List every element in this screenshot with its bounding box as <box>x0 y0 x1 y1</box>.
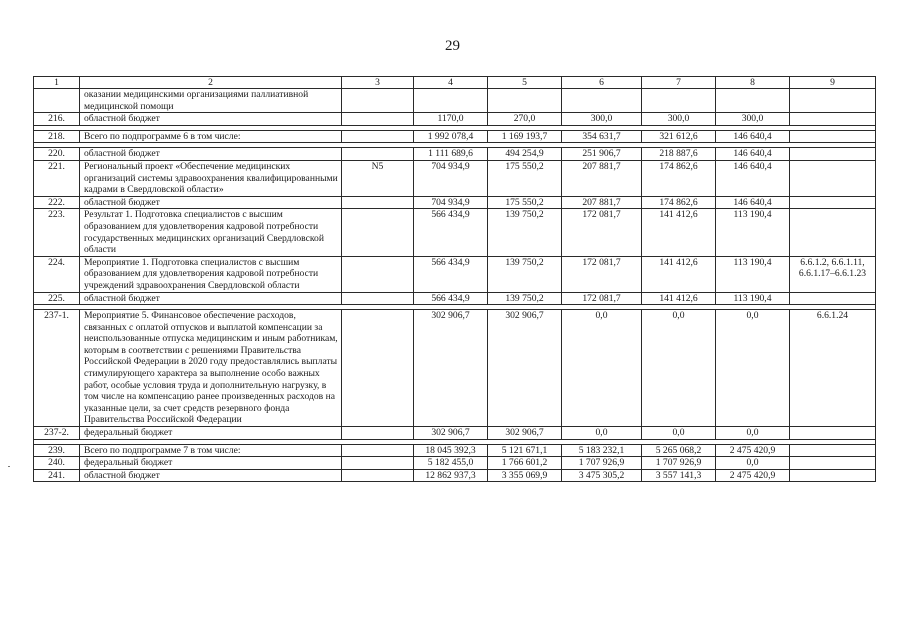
row-year-2-cell: 207 881,7 <box>562 160 642 196</box>
table-row <box>34 160 876 196</box>
row-year-1-cell: 1 169 193,7 <box>488 130 562 143</box>
budget-table-body <box>34 77 876 482</box>
row-year-3-cell: 174 862,6 <box>642 196 716 209</box>
row-name-cell: Региональный проект «Обеспечение медицинских организаций системы здравоохранения квалифицированными кадрами в Свердловской области» <box>80 160 342 196</box>
row-code-cell <box>342 89 414 113</box>
row-year-2-cell: 172 081,7 <box>562 292 642 305</box>
row-year-3-cell: 141 412,6 <box>642 256 716 292</box>
row-year-1-cell <box>488 89 562 113</box>
row-year-2-cell: 300,0 <box>562 113 642 126</box>
row-code-cell <box>342 427 414 440</box>
row-name-cell: Мероприятие 1. Подготовка специалистов с высшим образованием для удовлетворения кадровой потребности учреждений здравоохранения Свердловской области <box>80 256 342 292</box>
row-year-4-cell: 146 640,4 <box>716 196 790 209</box>
row-number-cell: 216. <box>34 113 80 126</box>
row-year-4-cell: 2 475 420,9 <box>716 444 790 457</box>
row-year-3-cell: 3 557 141,3 <box>642 469 716 482</box>
row-year-1-cell: 139 750,2 <box>488 292 562 305</box>
row-year-1-cell: 494 254,9 <box>488 148 562 161</box>
row-year-1-cell: 3 355 069,9 <box>488 469 562 482</box>
row-number-cell: 223. <box>34 209 80 256</box>
column-header-5: 5 <box>488 77 562 89</box>
row-number-cell: 237-1. <box>34 310 80 427</box>
row-target-cell <box>790 292 876 305</box>
row-year-3-cell <box>642 89 716 113</box>
row-year-2-cell: 5 183 232,1 <box>562 444 642 457</box>
row-year-2-cell: 354 631,7 <box>562 130 642 143</box>
row-number-cell: 225. <box>34 292 80 305</box>
row-target-cell <box>790 160 876 196</box>
row-year-1-cell: 270,0 <box>488 113 562 126</box>
row-total-cell: 566 434,9 <box>414 256 488 292</box>
row-name-cell: областной бюджет <box>80 469 342 482</box>
row-code-cell <box>342 209 414 256</box>
row-name-cell: Результат 1. Подготовка специалистов с высшим образованием для удовлетворения кадровой потребности государственных медицинских организаций Свердловской области <box>80 209 342 256</box>
row-year-1-cell: 139 750,2 <box>488 209 562 256</box>
row-total-cell: 1 992 078,4 <box>414 130 488 143</box>
row-year-4-cell: 146 640,4 <box>716 130 790 143</box>
table-row <box>34 113 876 126</box>
row-year-2-cell: 172 081,7 <box>562 256 642 292</box>
row-total-cell <box>414 89 488 113</box>
row-code-cell <box>342 444 414 457</box>
table-row <box>34 130 876 143</box>
row-year-2-cell: 251 906,7 <box>562 148 642 161</box>
row-year-2-cell: 3 475 305,2 <box>562 469 642 482</box>
row-year-3-cell: 300,0 <box>642 113 716 126</box>
row-code-cell <box>342 469 414 482</box>
table-row <box>34 89 876 113</box>
row-target-cell <box>790 427 876 440</box>
row-year-3-cell: 321 612,6 <box>642 130 716 143</box>
row-number-cell: 221. <box>34 160 80 196</box>
column-header-8: 8 <box>716 77 790 89</box>
row-number-cell: 220. <box>34 148 80 161</box>
row-total-cell: 1 111 689,6 <box>414 148 488 161</box>
table-row <box>34 469 876 482</box>
table-header-row <box>34 77 876 89</box>
table-row <box>34 310 876 427</box>
row-total-cell: 5 182 455,0 <box>414 457 488 470</box>
row-name-cell: областной бюджет <box>80 113 342 126</box>
row-year-4-cell: 0,0 <box>716 310 790 427</box>
row-total-cell: 1170,0 <box>414 113 488 126</box>
column-header-6: 6 <box>562 77 642 89</box>
column-header-4: 4 <box>414 77 488 89</box>
row-year-3-cell: 141 412,6 <box>642 209 716 256</box>
row-code-cell <box>342 148 414 161</box>
row-year-1-cell: 302 906,7 <box>488 427 562 440</box>
row-name-cell: Мероприятие 5. Финансовое обеспечение расходов, связанных с оплатой отпусков и выплатой компенсации за неиспользованные отпуска медицинским и иным работникам, которым в соответствии с решениями Правительства Российской Федерации в 2020 году предоставлялись выплаты стимулирующего характера за выполнение особо важных работ, особые условия труда и дополнительную нагрузку, в том числе на компенсацию ранее произведенных расходов на указанные цели, за счет средств резервного фонда Правительства Российской Федерации <box>80 310 342 427</box>
row-year-4-cell: 300,0 <box>716 113 790 126</box>
table-row <box>34 444 876 457</box>
row-name-cell: областной бюджет <box>80 148 342 161</box>
row-total-cell: 704 934,9 <box>414 196 488 209</box>
page-number: 29 <box>445 38 460 54</box>
table-row <box>34 292 876 305</box>
row-name-cell: Всего по подпрограмме 7 в том числе: <box>80 444 342 457</box>
row-year-2-cell: 0,0 <box>562 427 642 440</box>
table-row <box>34 427 876 440</box>
row-year-2-cell: 172 081,7 <box>562 209 642 256</box>
row-year-1-cell: 302 906,7 <box>488 310 562 427</box>
row-target-cell <box>790 130 876 143</box>
row-target-cell <box>790 113 876 126</box>
row-year-3-cell: 5 265 068,2 <box>642 444 716 457</box>
row-year-4-cell <box>716 89 790 113</box>
row-year-3-cell: 218 887,6 <box>642 148 716 161</box>
row-target-cell <box>790 196 876 209</box>
row-name-cell: оказании медицинскими организациями паллиативной медицинской помощи <box>80 89 342 113</box>
row-code-cell <box>342 196 414 209</box>
row-total-cell: 566 434,9 <box>414 292 488 305</box>
row-year-3-cell: 0,0 <box>642 310 716 427</box>
margin-mark <box>8 466 10 467</box>
row-total-cell: 18 045 392,3 <box>414 444 488 457</box>
table-row <box>34 209 876 256</box>
row-year-3-cell: 141 412,6 <box>642 292 716 305</box>
row-year-3-cell: 0,0 <box>642 427 716 440</box>
row-code-cell <box>342 256 414 292</box>
row-year-1-cell: 139 750,2 <box>488 256 562 292</box>
row-year-4-cell: 0,0 <box>716 427 790 440</box>
row-year-3-cell: 174 862,6 <box>642 160 716 196</box>
row-target-cell <box>790 89 876 113</box>
row-year-4-cell: 113 190,4 <box>716 292 790 305</box>
row-year-4-cell: 146 640,4 <box>716 148 790 161</box>
row-total-cell: 302 906,7 <box>414 427 488 440</box>
row-target-cell: 6.6.1.24 <box>790 310 876 427</box>
row-code-cell <box>342 457 414 470</box>
row-number-cell <box>34 89 80 113</box>
row-target-cell <box>790 444 876 457</box>
column-header-3: 3 <box>342 77 414 89</box>
row-name-cell: федеральный бюджет <box>80 427 342 440</box>
row-code-cell <box>342 310 414 427</box>
column-header-9: 9 <box>790 77 876 89</box>
budget-table <box>33 76 876 482</box>
table-row <box>34 256 876 292</box>
row-year-2-cell <box>562 89 642 113</box>
row-year-4-cell: 146 640,4 <box>716 160 790 196</box>
row-year-1-cell: 5 121 671,1 <box>488 444 562 457</box>
table-row <box>34 148 876 161</box>
row-code-cell <box>342 292 414 305</box>
row-target-cell <box>790 457 876 470</box>
row-code-cell: N5 <box>342 160 414 196</box>
row-year-4-cell: 113 190,4 <box>716 209 790 256</box>
table-row <box>34 457 876 470</box>
row-year-2-cell: 0,0 <box>562 310 642 427</box>
column-header-1: 1 <box>34 77 80 89</box>
row-total-cell: 12 862 937,3 <box>414 469 488 482</box>
row-total-cell: 566 434,9 <box>414 209 488 256</box>
row-year-4-cell: 0,0 <box>716 457 790 470</box>
row-total-cell: 704 934,9 <box>414 160 488 196</box>
row-year-4-cell: 113 190,4 <box>716 256 790 292</box>
row-name-cell: областной бюджет <box>80 292 342 305</box>
row-year-4-cell: 2 475 420,9 <box>716 469 790 482</box>
row-target-cell <box>790 209 876 256</box>
row-code-cell <box>342 113 414 126</box>
row-year-1-cell: 1 766 601,2 <box>488 457 562 470</box>
row-year-2-cell: 1 707 926,9 <box>562 457 642 470</box>
row-target-cell <box>790 148 876 161</box>
row-number-cell: 239. <box>34 444 80 457</box>
row-target-cell: 6.6.1.2, 6.6.1.11, 6.6.1.17–6.6.1.23 <box>790 256 876 292</box>
row-target-cell <box>790 469 876 482</box>
row-year-1-cell: 175 550,2 <box>488 196 562 209</box>
row-year-3-cell: 1 707 926,9 <box>642 457 716 470</box>
table-row <box>34 196 876 209</box>
row-number-cell: 224. <box>34 256 80 292</box>
row-number-cell: 237-2. <box>34 427 80 440</box>
row-number-cell: 222. <box>34 196 80 209</box>
column-header-2: 2 <box>80 77 342 89</box>
row-code-cell <box>342 130 414 143</box>
row-year-1-cell: 175 550,2 <box>488 160 562 196</box>
row-name-cell: федеральный бюджет <box>80 457 342 470</box>
row-year-2-cell: 207 881,7 <box>562 196 642 209</box>
column-header-7: 7 <box>642 77 716 89</box>
row-number-cell: 241. <box>34 469 80 482</box>
row-number-cell: 218. <box>34 130 80 143</box>
row-total-cell: 302 906,7 <box>414 310 488 427</box>
row-name-cell: областной бюджет <box>80 196 342 209</box>
row-number-cell: 240. <box>34 457 80 470</box>
row-name-cell: Всего по подпрограмме 6 в том числе: <box>80 130 342 143</box>
